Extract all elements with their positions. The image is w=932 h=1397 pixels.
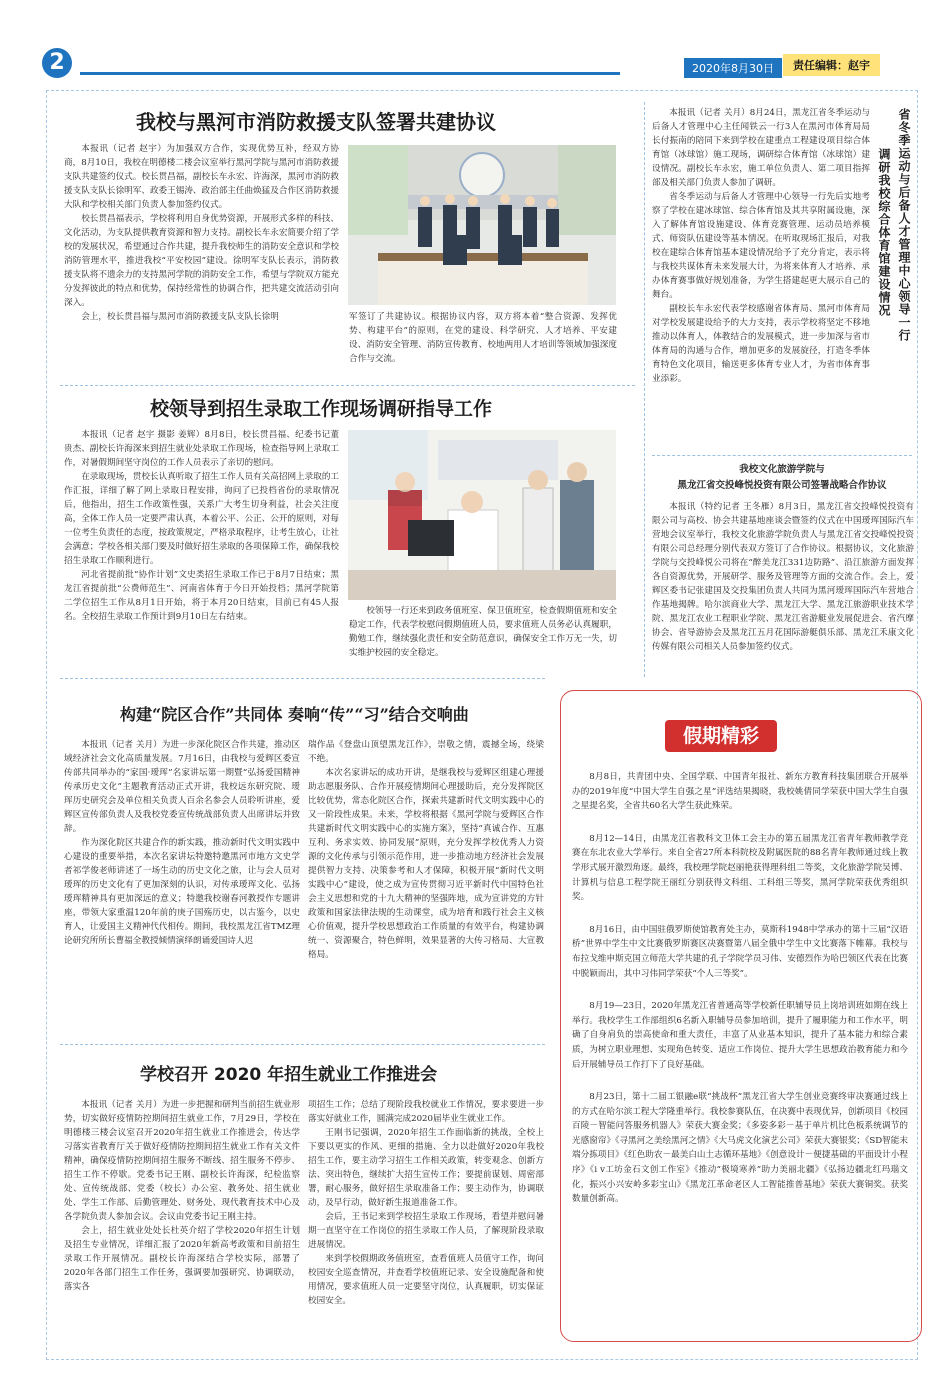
article-admissions-body-cont (349, 604, 617, 660)
section-divider (60, 385, 635, 386)
header-rule (80, 72, 620, 75)
article-sports-body (652, 106, 870, 386)
paragraph: 校长贯昌福表示，学校将利用自身优势资源，开展形式多样的科技、文化活动，为支队提供教育资源和智力支持。副校长车永宏简要介绍了学校的发展状况，希望通过合作共建，提升我校师生的消防安全意识和学校消防管理水平，推进我校“平安校园”建设。徐明军支队长表示，消防救援支队将不遗余力的支持黑河学院的消防安全工作，希望与学院双方能充分发挥彼此的特点和优势，保持经常性的协调合作，把共建交流活动引向深入。 (64, 214, 340, 308)
issue-date: 2020年8月30日 (684, 58, 782, 78)
section-divider (60, 1044, 545, 1045)
section-divider (60, 678, 545, 679)
responsible-editor: 责任编辑：赵宇 (783, 54, 880, 76)
headline-district-cooperation: 构建“院区合作”共同体 奏响“传”“习”结合交响曲 (120, 705, 469, 724)
headline-employment-meeting: 学校召开 2020 年招生就业工作推进会 (140, 1065, 438, 1085)
page-number: 2 (42, 48, 72, 78)
section-divider (652, 455, 912, 456)
headline-admissions-guidance: 校领导到招生录取工作现场调研指导工作 (150, 398, 493, 420)
paragraph: 本报讯（记者 关月）8月24日，黑龙江省冬季运动与后备人才管理中心主任闻铁云一行3人在黑河市体育局局长付振南的陪同下来到学校在建重点工程建设项目综合体育馆（冰球馆）施工现场，调研综合体育馆（冰球馆）建设情况。副校长车永宏，施工单位负责人、第二项目指挥部及相关部门负责人参加了调研。 (652, 108, 870, 188)
article-employment-body-cont (308, 1098, 544, 1308)
holiday-item: 8月16日，由中国驻俄罗斯使馆教育处主办，莫斯科1948中学承办的第十三届“汉语桥”世界中学生中文比赛俄罗斯赛区决赛暨第八届全俄中学生中文比赛落下帷幕。我校与布拉戈维申斯克国立师范大学共建的孔子学院学员习伟、安德烈作为哈巴领区代表在比赛中脱颖而出，其中习伟同学荣获“个人三等奖”。 (572, 924, 908, 979)
article-employment-body (64, 1098, 300, 1294)
article-cooperation-body (64, 738, 300, 948)
holiday-item: 8月23日，第十二届工银融e联“挑战杯”黑龙江省大学生创业竞赛终审决赛通过线上的方式在哈尔滨工程大学隆重举行。我校参赛队伍，在决赛中表现优异，创新项目《校园百陵－智能问答服务机器人》荣获大赛金奖；《多姿多彩－基于单片机比色板系统调节的光感窗帘》《寻黑河之美绘黑河之情》《大马虎文化演艺公司》荣获大赛银奖；《SD智能末端分拣项目》《红色助农－最美白山土志循环基地》《创意设计－便捷基础的平面设计小程序》《i v工坊金石文创工作室》《推动“极境寒养”助力美丽北疆》《弘扬边疆北红玛瑙文化，振兴小兴安岭多彩宝山》《黑龙江革命老区人工智能推普基地》荣获大赛铜奖。获奖数量创新高。 (572, 1092, 908, 1205)
paragraph: 在录取现场，贯校长认真听取了招生工作人员有关高招网上录取的工作汇报，详细了解了网上录取日程安排，询问了已投档省份的录取情况后，他指出，招生工作政策性强，关系广大考生切身利益，社会关注度高，全体工作人员一定要严肃认真，本着公平、公正、公开的原则，对每一位考生负责任的态度，按政策规定，严格录取程序，让考生放心，让社会满意；学校各相关部门要及时做好招生录取的各项保障工作，确保我校招生录取工作顺利进行。 (64, 472, 340, 566)
headline-line: 我校文化旅游学院与 (739, 464, 825, 475)
holiday-item: 8月12—14日，由黑龙江省教科文卫体工会主办的第五届黑龙江省青年教师教学竞赛在东北农业大学举行。来自全省27所本科院校及附属医院的88名青年教师通过线上教学形式展开激烈角逐。最终，我校理学院赵丽艳获得理科组二等奖，文化旅游学院吴博、计算机与信息工程学院王丽红分别获得文科组、工科组三等奖，黑河学院荣获优秀组织奖。 (572, 833, 908, 903)
paragraph: 会上，校长贯昌福与黑河市消防救援支队支队长徐明 (81, 312, 279, 322)
paragraph: 本次名家讲坛的成功开讲，是继我校与爱辉区组建心理援助志愿服务队、合作开展疫情期间心理援助后，充分发挥院区比较优势，常态化院区合作，探索共建新时代文明实践中心的又一阶段性成果。未来，学校将根据《黑河学院与爱辉区合作共建新时代文明实践中心的实施方案》，坚持“真诚合作、互惠互利、务求实效、协同发展”原则，充分发挥学校优秀人力资源的文化传承与引领示范作用，进一步推动地方经济社会发展提供智力支持、决策参考和人才保障，积极开展“新时代文明实践中心”建设，使之成为宣传贯彻习近平新时代中国特色社会主义思想和党的十九大精神的坚强阵地，成为宣讲党的方针政策和国家法律法规的生动课堂，成为培育和践行社会主义核心价值观，提升学校思想政治工作质量的有效平台，构建协调统一、资源聚合，特色鲜明，效果显著的大传习格局、大宣教格局。 (308, 768, 544, 960)
paragraph: 本报讯（记者 关月）为进一步深化院区合作共建，推动区域经济社会文化高质量发展。7月16日，由我校与爱辉区委宣传部共同举办的“家国·瑷珲”名家讲坛第一期暨“弘扬爱国精神传承历史文化”主题教育活动正式开讲，我校远东研究院、瑷珲历史研究会及单位相关负责人百余名参会人员聆听讲座，爱辉区宣传部负责人及我校党委宣传统战部负责人出席讲坛并致辞。 (64, 740, 300, 834)
article-cooperation-body-cont (308, 738, 544, 962)
holiday-item: 8月19—23日，2020年黑龙江省普通高等学校新任职辅导员上岗培训班如期在线上举行。我校学生工作部组织6名新入职辅导员参加培训，提升了履职能力和工作水平，明确了自身肩负的崇高使命和重大责任，丰富了从业基本知识，提升了基本能力和综合素质，为树立职业理想、实现角色转变、适应工作岗位、提升大学生思想政治教育能力和今后开展辅导员工作打下了良好基础。 (572, 1001, 908, 1070)
paragraph: 会后，王书记来到学校招生录取工作现场，看望并慰问暑期一直坚守在工作岗位的招生录取工作人员，了解现阶段录取进展情况。 (308, 1212, 544, 1250)
article-firefighter-body-cont (349, 310, 617, 366)
paragraph: 会上，招生就业处处长杜英介绍了学校2020年招生计划及招生专业情况，详细汇报了2020年新高考政策和目前招生录取工作开展情况。副校长许海深结合学校实际，部署了2020年各部门招生工作任务，强调要加强研究、协调联动，落实各 (64, 1226, 300, 1292)
paragraph: 本报讯（记者 赵宇）为加强双方合作，实现优势互补，经双方协商，8月10日，我校在明德楼二楼会议室举行黑河学院与黑河市消防救援支队共建签约仪式。校长贯昌福，副校长车永宏、许海深，黑河市消防救援支队支队长徐明军、政委王锡涛、政治部主任曲焕猛及合作区消防救援大队和学校相关部门负责人参加签约仪式。 (64, 144, 340, 210)
paragraph: 军签订了共建协议。根据协议内容，双方将本着“整合资源、发挥优势、构建平台”的原则，在党的建设、科学研究、人才培养、平安建设、消防安全管理、消防宣传教育、校地两用人才培训等领域加强深度合作与交流。 (349, 312, 617, 364)
article-admissions-body (64, 428, 339, 624)
paragraph: 副校长车永宏代表学校感谢省体育局、黑河市体育局对学校发展建设给予的大力支持，表示学校将坚定不移地推动以体育人，体教结合的发展模式，进一步加深与省市体育局的沟通与合作，增加更多的发展旋径，打造冬季体育特色文化项目，输送更多体育专业人才，为省市体育事业添彩。 (652, 304, 870, 384)
paragraph: 王刚书记强调，2020年招生工作面临新的挑战，全校上下要以更实的作风、更细的措施、全力以赴做好2020年我校招生工作，要主动学习招生工作相关政策，转变观念、创新方法、突出特色，继续扩大招生宣传工作；要提前谋划、周密部署，耐心服务，做好招生录取准备工作；要主动作为，协调联动，及早行动，做好新生报道准备工作。 (308, 1128, 544, 1208)
headline-sports-vertical-b: 调研我校综合体育馆建设情况 (877, 148, 891, 317)
paragraph: 河北省提前批“协作计划”文史类招生录取工作已于8月7日结束；黑龙江省提前批“公费师范生”、河南省体育于今日开始投档；黑河学院第二学位招生工作从8月1日开始，将于本月20日结束，目前已有45人报名。全校招生录取工作预计到9月10日左右结束。 (64, 570, 339, 622)
article-firefighter-body (64, 142, 339, 324)
column-divider (644, 102, 645, 677)
paragraph: 本报讯（记者 赵宇 摄影 姜辉）8月8日，校长贯昌福、纪委书记董贵杰、副校长许海深来到招生就业处录取工作现场，检查指导网上录取工作，对暑假期间坚守岗位的工作人员表示了亲切的慰问。 (64, 430, 340, 468)
paragraph: 来到学校假期政务值班室，查看值班人员值守工作，询问校园安全巡查情况，并查看学校值班记录、安全设施配备和使用情况，要求值班人员一定要坚守岗位，认真履职，切实保证校园安全。 (308, 1254, 544, 1306)
photo-admissions-inspection (348, 430, 616, 600)
photo-signing-ceremony (348, 145, 616, 305)
holiday-items (572, 770, 908, 1207)
paragraph: 本报讯（记者 关月）为进一步把握和研判当前招生就业形势，切实做好疫情防控期间招生就业工作，7月29日，学校在明德楼三楼会议室召开2020年招生就业工作推进会，传达学习落实省教育厅关于做好疫情防控期间招生就业工作有关文件精神，确保疫情防控期间招生服务不断线、招生服务不停步、招生工作不停歇。党委书记王刚、副校长许海深，纪检监察处、宣传统战部、党委（校长）办公室、教务处、招生就业处、学生工作部、后勤管理处、财务处、现代教育技术中心及各学院负责人参加会议。会议由党委书记王刚主持。 (64, 1100, 300, 1222)
paragraph: 项招生工作；总结了现阶段我校就业工作情况，要求要进一步落实好就业工作，圆满完成2020届毕业生就业工作。 (308, 1100, 544, 1124)
paragraph: 本报讯（特约记者 王冬雁）8月3日，黑龙江省交投峰悦投资有限公司与高校、协会共建基地座谈会暨签约仪式在中国瑷珲国际汽车营地会议室举行，我校文化旅游学院负责人与黑龙江省交投峰悦投资有限公司总经理分别代表双方签订了合作协议。根据协议，文化旅游学院与交投峰悦公司将在“醉美龙江331边防路”、沿江旅游方面发挥各自资源优势，开展研学、服务及管理等方面的交流合作。会上，爱辉区委书记张建国及交投集团负责人共同为黑河瑷珲国际汽车营地合作基地揭牌。哈尔滨商业大学、黑龙江大学、黑龙江旅游职业技术学院、黑龙江农业工程职业学院、黑龙江省游艇业发展促进会、省汽摩协会、省导游协会及黑龙江五月花国际游艇俱乐部、黑龙江禾康文化传媒有限公司相关人员参加签约仪式。 (652, 502, 914, 652)
headline-sports-vertical-a: 省冬季运动与后备人才管理中心领导一行 (897, 108, 911, 342)
article-tourism-body (652, 500, 914, 654)
paragraph: 校领导一行还来到政务值班室、保卫值班室，检查假期值班和安全稳定工作，代表学校慰问假期值班人员，要求值班人员务必认真履职，勤勉工作，继续强化责任和安全防范意识，确保安全工作万无一失，切实维护校园的安全稳定。 (349, 606, 617, 658)
paragraph: 作为深化院区共建合作的新实践，推动新时代文明实践中心建设的重要举措，本次名家讲坛特邀特邀黑河市地方文史学者祁学俊老师讲述了一场生动的历史文化之旅，让与会人员对瑷珲的历史文化有了更加深刻的认识，对传承瑷珲文化、弘扬瑷珲精神具有更加深远的意义；特邀我校谢春河教授作专题讲座，带领大家重温120年前的庚子国殇历史，以古鉴今，以史育人，让爱国主义精神代代相传。期间，我校黑龙江省TMZ理论研究所所长曹福全教授倾情演绎朗诵爱国诗人迟 (64, 838, 300, 946)
holiday-highlights-badge: 假期精彩 (665, 720, 777, 752)
paragraph: 瑞作品《登盘山顶望黑龙江作》，崇敬之情，震撼全场，绕梁不绝。 (308, 740, 544, 764)
holiday-item: 8月8日，共青团中央、全国学联、中国青年报社、新东方教育科技集团联合开展举办的2019年度“中国大学生自强之星”评选结果揭晓，我校姚倩同学荣获中国大学生自强之星提名奖，全省共60名大学生获此殊荣。 (572, 772, 908, 812)
headline-line: 黑龙江省交投峰悦投资有限公司签署战略合作协议 (677, 480, 887, 491)
headline-firefighter-agreement: 我校与黑河市消防救援支队签署共建协议 (136, 110, 496, 134)
headline-tourism-agreement (652, 462, 912, 494)
paragraph: 省冬季运动与后备人才管理中心领导一行先后实地考察了学校在建冰球馆、综合体育馆及其共享附属设施，深入了解体育馆设施建设、体育竞赛管理、运动员培养模式、师资队伍建设等基本情况。在听取现场汇报后，对我校在建综合体育馆基本建设情况给予了充分肯定，表示将与我校共谋体育未来发展大计，为将来体育人才培养、承办体育赛事做好规划准备，为学生搭建起更大展示自己的舞台。 (652, 192, 870, 300)
